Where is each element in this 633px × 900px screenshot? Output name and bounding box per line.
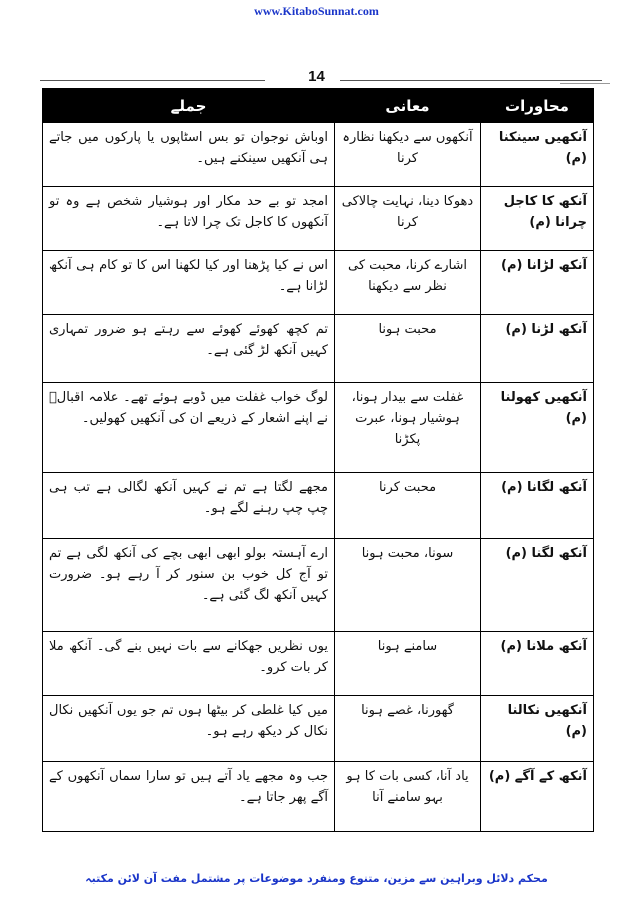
meaning-cell: غفلت سے بیدار ہونا، ہوشیار ہونا، عبرت پکڑنا xyxy=(335,383,481,473)
idiom-cell: آنکھیں کھولنا (م) xyxy=(481,383,594,473)
meaning-cell: دھوکا دینا، نہایت چالاکی کرنا xyxy=(335,187,481,251)
sentence-cell: یوں نظریں جھکانے سے بات نہیں بنے گی۔ آنکھ ملا کر بات کرو۔ xyxy=(43,632,335,696)
column-header-meanings: معانی xyxy=(335,89,481,123)
header-rule-right xyxy=(340,80,602,81)
idiom-cell: آنکھ کے آگے (م) xyxy=(481,762,594,832)
header-rule-right-short xyxy=(560,83,610,84)
table-row xyxy=(43,473,594,539)
idioms-table xyxy=(42,88,594,832)
table-row xyxy=(43,696,594,762)
sentence-cell: اس نے کیا پڑھنا اور کیا لکھنا اس کا تو کام ہی آنکھ لڑانا ہے۔ xyxy=(43,251,335,315)
meaning-cell: سامنے ہونا xyxy=(335,632,481,696)
table-row xyxy=(43,315,594,383)
sentence-cell: مجھے لگتا ہے تم نے کہیں آنکھ لگالی ہے تب ہی چپ چپ رہنے لگے ہو۔ xyxy=(43,473,335,539)
table-row xyxy=(43,251,594,315)
column-header-sentences: جملے xyxy=(43,89,335,123)
column-header-idioms: محاورات xyxy=(481,89,594,123)
idiom-cell: آنکھ لگانا (م) xyxy=(481,473,594,539)
idiom-cell: آنکھ لگنا (م) xyxy=(481,539,594,632)
table-row xyxy=(43,632,594,696)
page-number: 14 xyxy=(308,68,325,85)
meaning-cell: محبت ہونا xyxy=(335,315,481,383)
site-url: www.KitaboSunnat.com xyxy=(254,4,379,18)
idiom-cell: آنکھیں سینکنا (م) xyxy=(481,123,594,187)
meaning-cell: گھورنا، غصے ہونا xyxy=(335,696,481,762)
idiom-cell: آنکھ لڑنا (م) xyxy=(481,315,594,383)
table-row xyxy=(43,762,594,832)
footer-text: محکم دلائل وبراہین سے مزین، متنوع ومنفرد موضوعات پر مشتمل مفت آن لائن مکتبہ xyxy=(85,872,548,885)
sentence-cell: ارے آہستہ بولو ابھی ابھی بچے کی آنکھ لگی ہے تم تو آج کل خوب بن سنور کر آ رہے ہو۔ ضرورت کہیں آنکھ لگ گئی ہے۔ xyxy=(43,539,335,632)
sentence-cell: جب وہ مجھے یاد آتے ہیں تو سارا سماں آنکھوں کے آگے پھر جاتا ہے۔ xyxy=(43,762,335,832)
table-row xyxy=(43,123,594,187)
meaning-cell: یاد آنا، کسی بات کا ہو بہو سامنے آنا xyxy=(335,762,481,832)
meaning-cell: سونا، محبت ہونا xyxy=(335,539,481,632)
table-header-row xyxy=(43,89,594,123)
sentence-cell: اوباش نوجوان تو بس اسٹاپوں یا پارکوں میں جاتے ہی آنکھیں سینکنے ہیں۔ xyxy=(43,123,335,187)
sentence-cell: لوگ خواب غفلت میں ڈوبے ہوئے تھے۔ علامہ اقبالؒ نے اپنے اشعار کے ذریعے ان کی آنکھیں کھولیں۔ xyxy=(43,383,335,473)
table-row xyxy=(43,383,594,473)
idiom-cell: آنکھ لڑانا (م) xyxy=(481,251,594,315)
table-row xyxy=(43,539,594,632)
meaning-cell: محبت کرنا xyxy=(335,473,481,539)
sentence-cell: امجد تو بے حد مکار اور ہوشیار شخص ہے وہ تو آنکھوں کا کاجل تک چرا لاتا ہے۔ xyxy=(43,187,335,251)
idiom-cell: آنکھ کا کاجل چرانا (م) xyxy=(481,187,594,251)
meaning-cell: آنکھوں سے دیکھنا نظارہ کرنا xyxy=(335,123,481,187)
idiom-cell: آنکھیں نکالنا (م) xyxy=(481,696,594,762)
table-row xyxy=(43,187,594,251)
idiom-cell: آنکھ ملانا (م) xyxy=(481,632,594,696)
sentence-cell: میں کیا غلطی کر بیٹھا ہوں تم جو یوں آنکھیں نکال نکال کر دیکھ رہے ہو۔ xyxy=(43,696,335,762)
meaning-cell: اشارے کرنا، محبت کی نظر سے دیکھنا xyxy=(335,251,481,315)
sentence-cell: تم کچھ کھوئے کھوئے سے رہتے ہو ضرور تمہاری کہیں آنکھ لڑ گئی ہے۔ xyxy=(43,315,335,383)
